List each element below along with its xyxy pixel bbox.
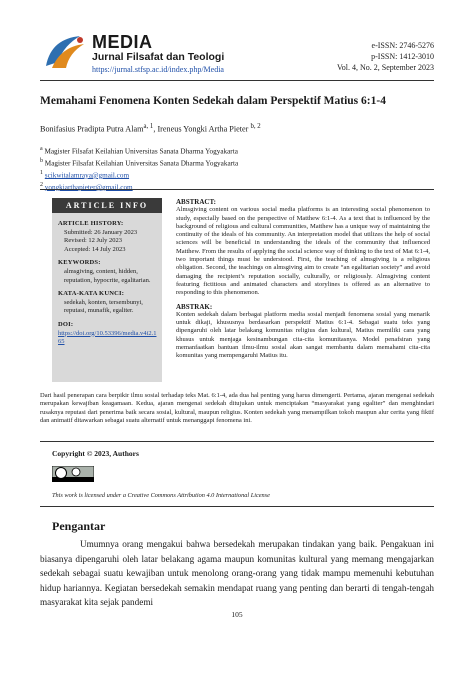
affiliations	[40, 145, 434, 193]
journal-subtitle: Jurnal Filsafat dan Teologi	[92, 51, 225, 63]
section-heading: Pengantar	[52, 519, 106, 533]
journal-name: MEDIA	[92, 32, 153, 52]
abstract-text: Almsgiving content on various social media platforms is an interesting social phenomenon to study, especially based on the perspective of Matthew 6:1-4. As a text that is influenced by the background of religious and cultural communities, Matthew has a unique way of maintaining the continuity of the ideals of his community. An interpretation model that utilizes the help of social sciences will be beneficial in understanding the ideals of the community that influenced Matthew. From the results of applying the social science way of thinking to the text of Mat 6:1-4, two important things must be understood. First, the teaching of almsgiving is a religious obligation. Second, the teachings on almsgiving aim to create “an egalitarian society” and avoid damaging the recipient’s reputation socially, culturally, or religiously. Almsgiving content featuring fictitious and animated characters and storylines is offered as an alternative to responding to this phenomenon.	[176, 206, 430, 297]
article-info-content	[58, 220, 158, 352]
email-2-link[interactable]: yongkiarthapieter@gmail.com	[44, 183, 133, 192]
creative-commons-badge-icon[interactable]	[52, 466, 94, 482]
kata-kunci-heading: KATA-KATA KUNCI:	[58, 290, 125, 298]
copyright-notice: Copyright © 2023, Authors	[52, 449, 139, 458]
journal-url-link[interactable]: https://jurnal.stfsp.ac.id/index.php/Media	[92, 65, 224, 74]
history-heading: ARTICLE HISTORY:	[58, 220, 124, 227]
abstract-divider	[40, 441, 434, 442]
volume-info: Vol. 4, No. 2, September 2023	[337, 63, 434, 72]
affil-divider	[40, 189, 434, 190]
license-divider	[40, 506, 434, 507]
email-2: $^2$ yongkiarthapieter@gmail.com	[40, 181, 133, 192]
accepted-date: Accepted: 14 July 2023	[64, 245, 126, 253]
abstract-section	[176, 198, 430, 361]
body-paragraph: Umumnya orang mengakui bahwa bersedekah merupakan tindakan yang baik. Pengakuan ini biasanya dipengaruhi oleh latar belakang agama maupun komunitas kultural yang memang mengajarkan sedekah sebagai suatu kewajiban untuk menolong orang-orang yang tidak mampu memenuhi kebutuhan hidup hariannya. Kegiatan bersedekah semakin mendapat ruang yang penting dan berarti di tengah-tengah masyarakat kita sejak pandemi	[40, 539, 434, 608]
author-2: , Ireneus Yongki Artha Pieter	[153, 124, 249, 134]
kata-kunci-list: sedekah, konten, tersembunyi, reputasi, munafik, egaliter.	[64, 298, 143, 315]
affiliation-b: $^b$ Magister Filsafat Keilahian Universitas Sanata Dharma Yogyakarta	[40, 157, 239, 168]
abstrak-heading: ABSTRAK:	[176, 302, 213, 311]
revised-date: Revised: 12 July 2023	[64, 237, 122, 245]
issn-block	[337, 40, 434, 73]
article-history	[58, 220, 158, 254]
email-1: $^1$ scikwitalamraya@gmail.com	[40, 169, 130, 180]
pissn: p-ISSN: 1412-3010	[371, 52, 434, 61]
kata-kunci	[58, 290, 158, 316]
author-1: Bonifasius Pradipta Putra Alam	[40, 124, 144, 134]
author-2-sup: b, 2	[250, 123, 261, 130]
abstrak-continuation: Dari hasil penerapan cara berpikir ilmu sosial terhadap teks Mat. 6:1-4, ada dua hal penting yang harus dimengerti. Pertama, ajaran mengenai sedekah merupakan kewajiban keagamaan. Kedua, ajaran mengenai sedekah ditujukan untuk menciptakan “masyarakat yang egaliter” dan menghindari rusaknya reputasi dari penerima baik secara sosial, kultural, maupun religius. Konten sedekah yang menampilkan tokoh maupun alur cerita yang fiktif dan animatif ditawarkan sebagai suatu alternatif untuk menanggapi fenomena ini.	[40, 392, 434, 424]
author-list	[40, 123, 434, 134]
abstract-heading: ABSTRACT:	[176, 198, 216, 206]
license-text: This work is licensed under a Creative Commons Attribution 4.0 International License	[52, 492, 270, 499]
doi-link[interactable]: https://doi.org/10.53396/media.v4i2.165	[58, 329, 157, 346]
doi-heading: DOI:	[58, 320, 74, 328]
article-info-title: ARTICLE INFO	[52, 198, 162, 213]
submitted-date: Submitted: 26 January 2023	[64, 228, 138, 236]
journal-header	[40, 30, 434, 78]
keywords-heading: KEYWORDS:	[58, 259, 101, 267]
article-title: Memahami Fenomena Konten Sedekah dalam Perspektif Matius 6:1-4	[40, 95, 386, 107]
doi	[58, 321, 158, 347]
keywords-list: almsgiving, content, hidden, reputation, hypocrite, egalitarian.	[64, 267, 151, 284]
email-1-link[interactable]: scikwitalamraya@gmail.com	[44, 171, 130, 180]
header-divider	[40, 80, 434, 81]
author-1-sup: a, 1	[143, 123, 154, 130]
eissn: e-ISSN: 2746-5276	[371, 41, 434, 50]
journal-logo-icon	[40, 32, 90, 72]
body-text	[40, 537, 434, 610]
abstrak-text: Konten sedekah dalam berbagai platform media sosial menjadi fenomena sosial yang menarik untuk dikaji, khususnya berdasarkan perspektif Matius 6:1-4. Sebagai suatu teks yang dipengaruhi oleh latar belakang komunitas religius dan kultural, Matius memiliki cara yang khusus untuk menjaga kesinambungan cita-cita komunitasnya. Model penafsiran yang memanfaatkan bantuan ilmu-ilmu sosial akan sangat membantu dalam memahami cita-cita komunitas yang mempengaruhi Matius itu.	[176, 310, 430, 360]
affiliation-a: $^a$ Magister Filsafat Keilahian Universitas Sanata Dharma Yogyakarta	[40, 146, 238, 156]
keywords	[58, 259, 158, 285]
page-number: 105	[231, 610, 243, 619]
